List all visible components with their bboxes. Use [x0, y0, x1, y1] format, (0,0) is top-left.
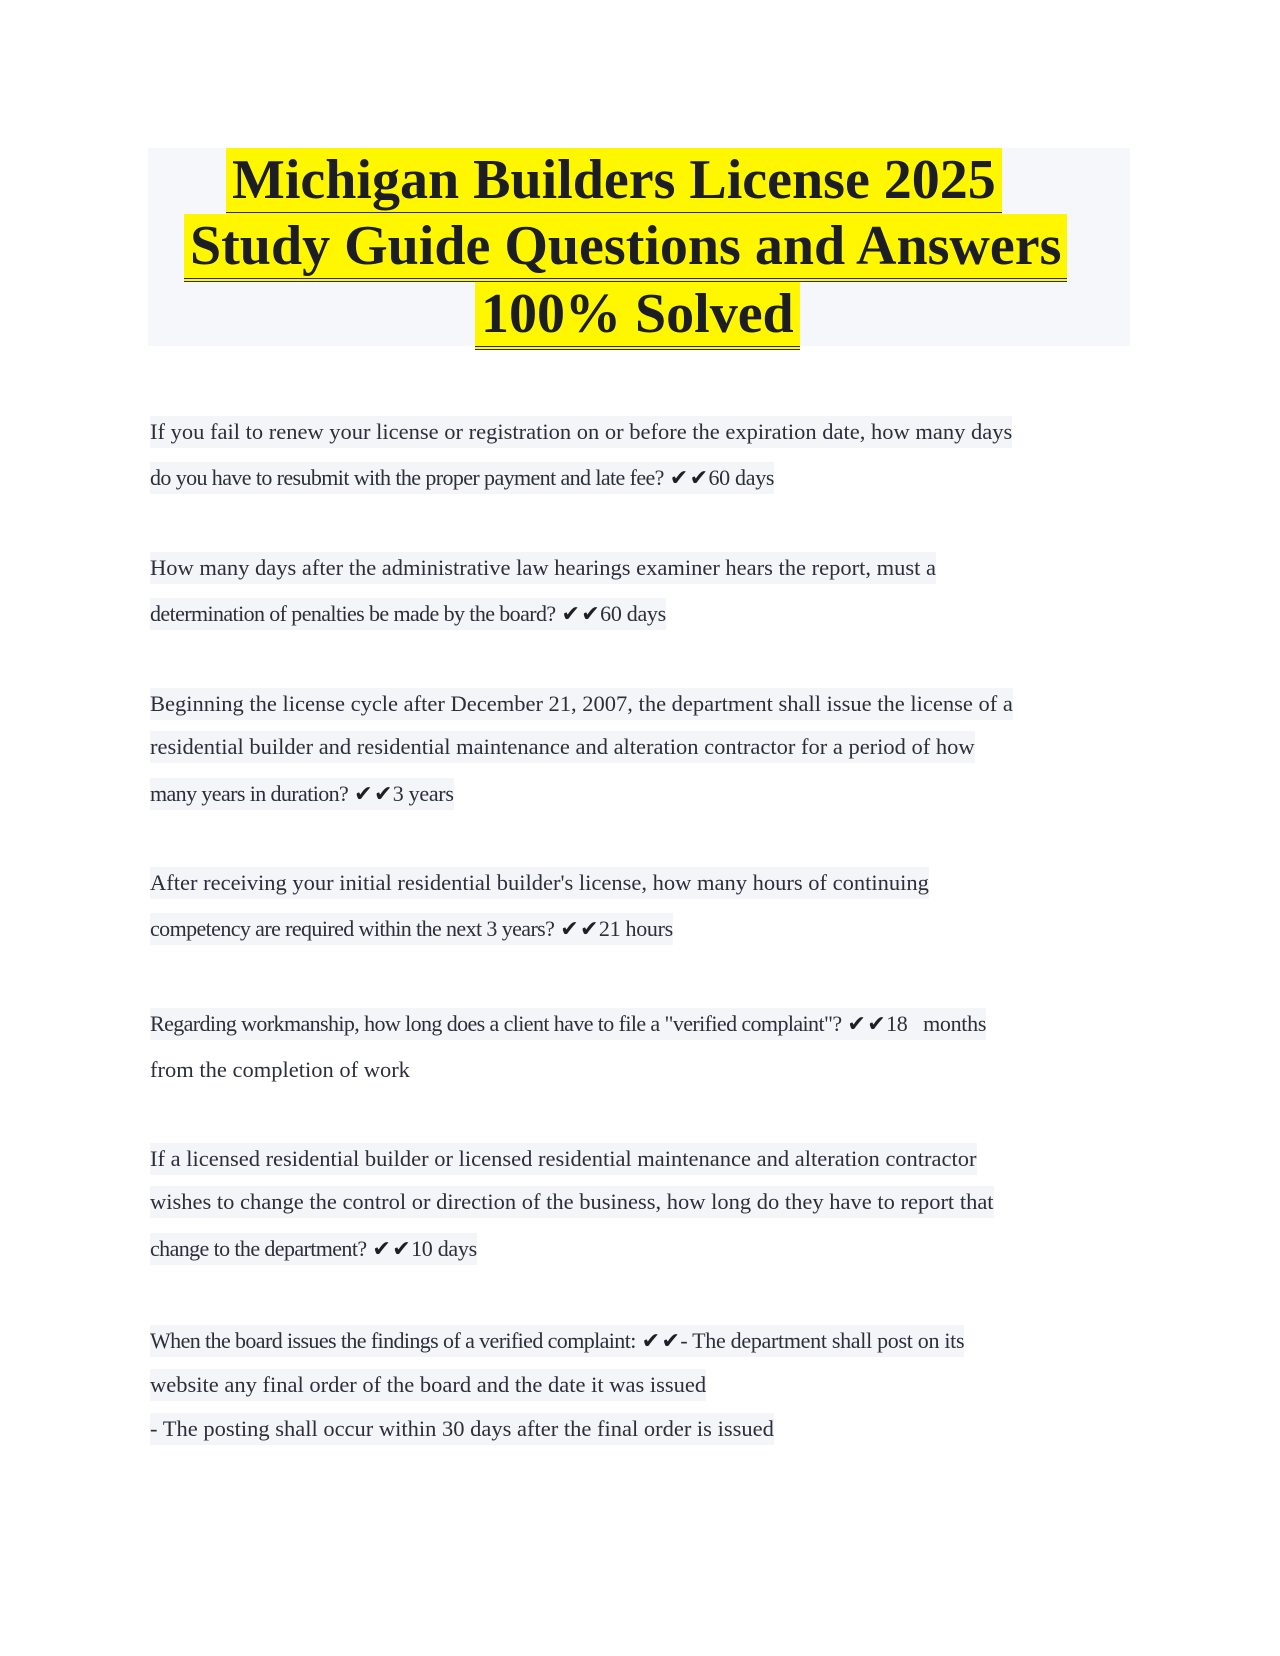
check-mark-icon: ✔	[373, 782, 392, 807]
check-mark-icon: ✔	[392, 1237, 411, 1262]
question-text: determination of penalties be made by the board?	[150, 601, 556, 626]
question-text: many years in duration?	[150, 781, 349, 806]
document-title	[148, 148, 1130, 346]
question-text: After receiving your initial residential builder's license, how many hours of continuing	[150, 867, 929, 899]
check-mark-icon: ✔	[641, 1329, 660, 1354]
answer-text: website any final order of the board and the date it was issued	[150, 1369, 706, 1401]
answer-text: 3 years	[392, 781, 454, 806]
check-mark-icon: ✔	[560, 917, 579, 942]
check-mark-icon: ✔	[669, 466, 688, 491]
question-text: do you have to resubmit with the proper payment and late fee?	[150, 465, 664, 490]
question-answer-line	[150, 1325, 964, 1357]
answer-text: 18 months	[886, 1011, 987, 1036]
question-text: When the board issues the findings of a verified complaint:	[150, 1328, 636, 1353]
question-answer-line	[150, 598, 666, 630]
question-text: wishes to change the control or direction of the business, how long do they have to report that	[150, 1186, 994, 1218]
check-mark-icon: ✔	[661, 1329, 680, 1354]
check-mark-icon: ✔	[867, 1012, 886, 1037]
question-answer-line	[150, 462, 774, 494]
question-text: If you fail to renew your license or registration on or before the expiration date, how many days	[150, 416, 1012, 448]
answer-text: - The posting shall occur within 30 days after the final order is issued	[150, 1413, 774, 1445]
question-answer-line	[150, 778, 454, 810]
question-answer-line	[150, 1008, 986, 1040]
check-mark-icon: ✔	[847, 1012, 866, 1037]
check-mark-icon: ✔	[372, 1237, 391, 1262]
check-mark-icon: ✔	[580, 917, 598, 942]
question-text: Beginning the license cycle after December 21, 2007, the department shall issue the license of a	[150, 688, 1013, 720]
question-text: How many days after the administrative law hearings examiner hears the report, must a	[150, 552, 936, 584]
answer-text: 21 hours	[598, 916, 673, 941]
title-line-2: Study Guide Questions and Answers	[184, 214, 1067, 282]
question-text: change to the department?	[150, 1236, 367, 1261]
question-answer-line	[150, 913, 673, 945]
question-text: Regarding workmanship, how long does a client have to file a "verified complaint"?	[150, 1011, 842, 1036]
check-mark-icon: ✔	[354, 782, 372, 807]
title-line-1: Michigan Builders License 2025	[226, 148, 1002, 216]
answer-text: 10 days	[411, 1236, 477, 1261]
answer-text: from the completion of work	[150, 1057, 410, 1082]
check-mark-icon: ✔	[581, 602, 600, 627]
question-text: residential builder and residential maintenance and alteration contractor for a period of how	[150, 731, 975, 763]
check-mark-icon: ✔	[689, 466, 708, 491]
question-text: If a licensed residential builder or licensed residential maintenance and alteration contractor	[150, 1143, 977, 1175]
title-line-3: 100% Solved	[475, 282, 800, 350]
answer-text: 60 days	[708, 465, 775, 490]
check-mark-icon: ✔	[561, 602, 580, 627]
question-text: competency are required within the next 3 years?	[150, 916, 555, 941]
question-answer-line	[150, 1233, 477, 1265]
answer-text: 60 days	[600, 601, 666, 626]
answer-text: - The department shall post on its	[680, 1328, 965, 1353]
